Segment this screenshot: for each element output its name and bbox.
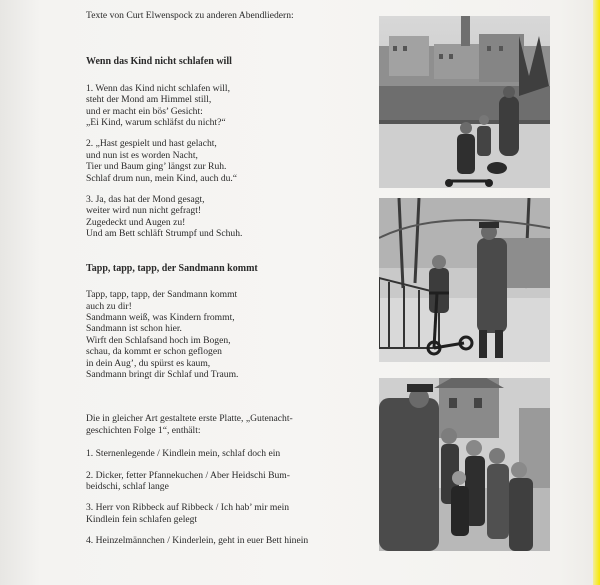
- lyric-line: auch zu dir!: [86, 300, 132, 312]
- track-line: 4. Heinzelmännchen / Kinderlein, geht in euer Bett hinein: [86, 535, 309, 547]
- verse-line: weiter wird nun nicht gefragt!: [86, 205, 202, 217]
- lyric-line: in dein Aug’, du spürst es kaum,: [86, 357, 211, 369]
- song1-verse-2: [86, 138, 366, 184]
- verse-line: 2. „Hast gespielt und hast gelacht,: [86, 138, 217, 150]
- lyric-line: Sandmann weiß, was Kindern frommt,: [86, 311, 235, 323]
- song1-title: Wenn das Kind nicht schlafen will: [86, 56, 232, 68]
- verse-line: 3. Ja, das hat der Mond gesagt,: [86, 194, 205, 206]
- track-2: [86, 470, 366, 493]
- desc-line: Die in gleicher Art gestaltete erste Platte, „Gutenacht-: [86, 413, 293, 425]
- text-column: [86, 10, 366, 557]
- verse-line: und er macht ein bös’ Gesicht:: [86, 105, 203, 117]
- verse-line: Tier und Baum ging’ längst zur Ruh.: [86, 161, 227, 173]
- verse-line: Schlaf drum nun, mein Kind, auch du.“: [86, 172, 238, 184]
- record-description: [86, 413, 366, 436]
- track-1: [86, 448, 366, 459]
- song1-verse-1: [86, 83, 366, 129]
- verse-line: Zugedeckt und Augen zu!: [86, 216, 186, 228]
- track-line: 1. Sternenlegende / Kindlein mein, schlaf doch ein: [86, 448, 281, 460]
- song2-title: Tapp, tapp, tapp, der Sandmann kommt: [86, 262, 258, 274]
- photo-man-group-children: [379, 378, 550, 551]
- track-3: [86, 502, 366, 525]
- photo-1-image: [379, 16, 550, 188]
- lyric-line: Sandmann bringt dir Schlaf und Traum.: [86, 368, 239, 380]
- lyric-line: Tapp, tapp, tapp, der Sandmann kommt: [86, 289, 238, 301]
- track-line: Kindlein fein schlafen gelegt: [86, 513, 198, 525]
- photo-2-image: [379, 198, 550, 362]
- song2-lyrics: [86, 289, 366, 380]
- song1-verse-3: [86, 194, 366, 240]
- photo-man-child-scooter: [379, 198, 550, 362]
- verse-line: und nun ist es worden Nacht,: [86, 149, 198, 161]
- desc-line: geschichten Folge 1“, enthält:: [86, 424, 201, 436]
- verse-line: „Ei Kind, warum schläfst du nicht?“: [86, 117, 226, 129]
- photo-old-town-children: [379, 16, 550, 188]
- track-line: 2. Dicker, fetter Pfannekuchen / Aber Heidschi Bum-: [86, 469, 290, 481]
- intro-line: Texte von Curt Elwenspock zu anderen Abendliedern:: [86, 10, 294, 21]
- verse-line: Und am Bett schläft Strumpf und Schuh.: [86, 228, 243, 240]
- photo-3-image: [379, 378, 550, 551]
- track-line: 3. Herr von Ribbeck auf Ribbeck / Ich hab’ mir mein: [86, 502, 290, 514]
- verse-line: 1. Wenn das Kind nicht schlafen will,: [86, 82, 230, 94]
- lyric-line: Wirft den Schlafsand hoch im Bogen,: [86, 334, 231, 346]
- record-contents: [86, 413, 366, 546]
- lyric-line: schau, da kommt er schon geflogen: [86, 346, 222, 358]
- yellow-edge-strip: [593, 0, 600, 585]
- track-4: [86, 535, 366, 546]
- lyric-line: Sandmann ist schon hier.: [86, 323, 182, 335]
- verse-line: steht der Mond am Himmel still,: [86, 94, 212, 106]
- track-line: beidschi, schlaf lange: [86, 480, 169, 492]
